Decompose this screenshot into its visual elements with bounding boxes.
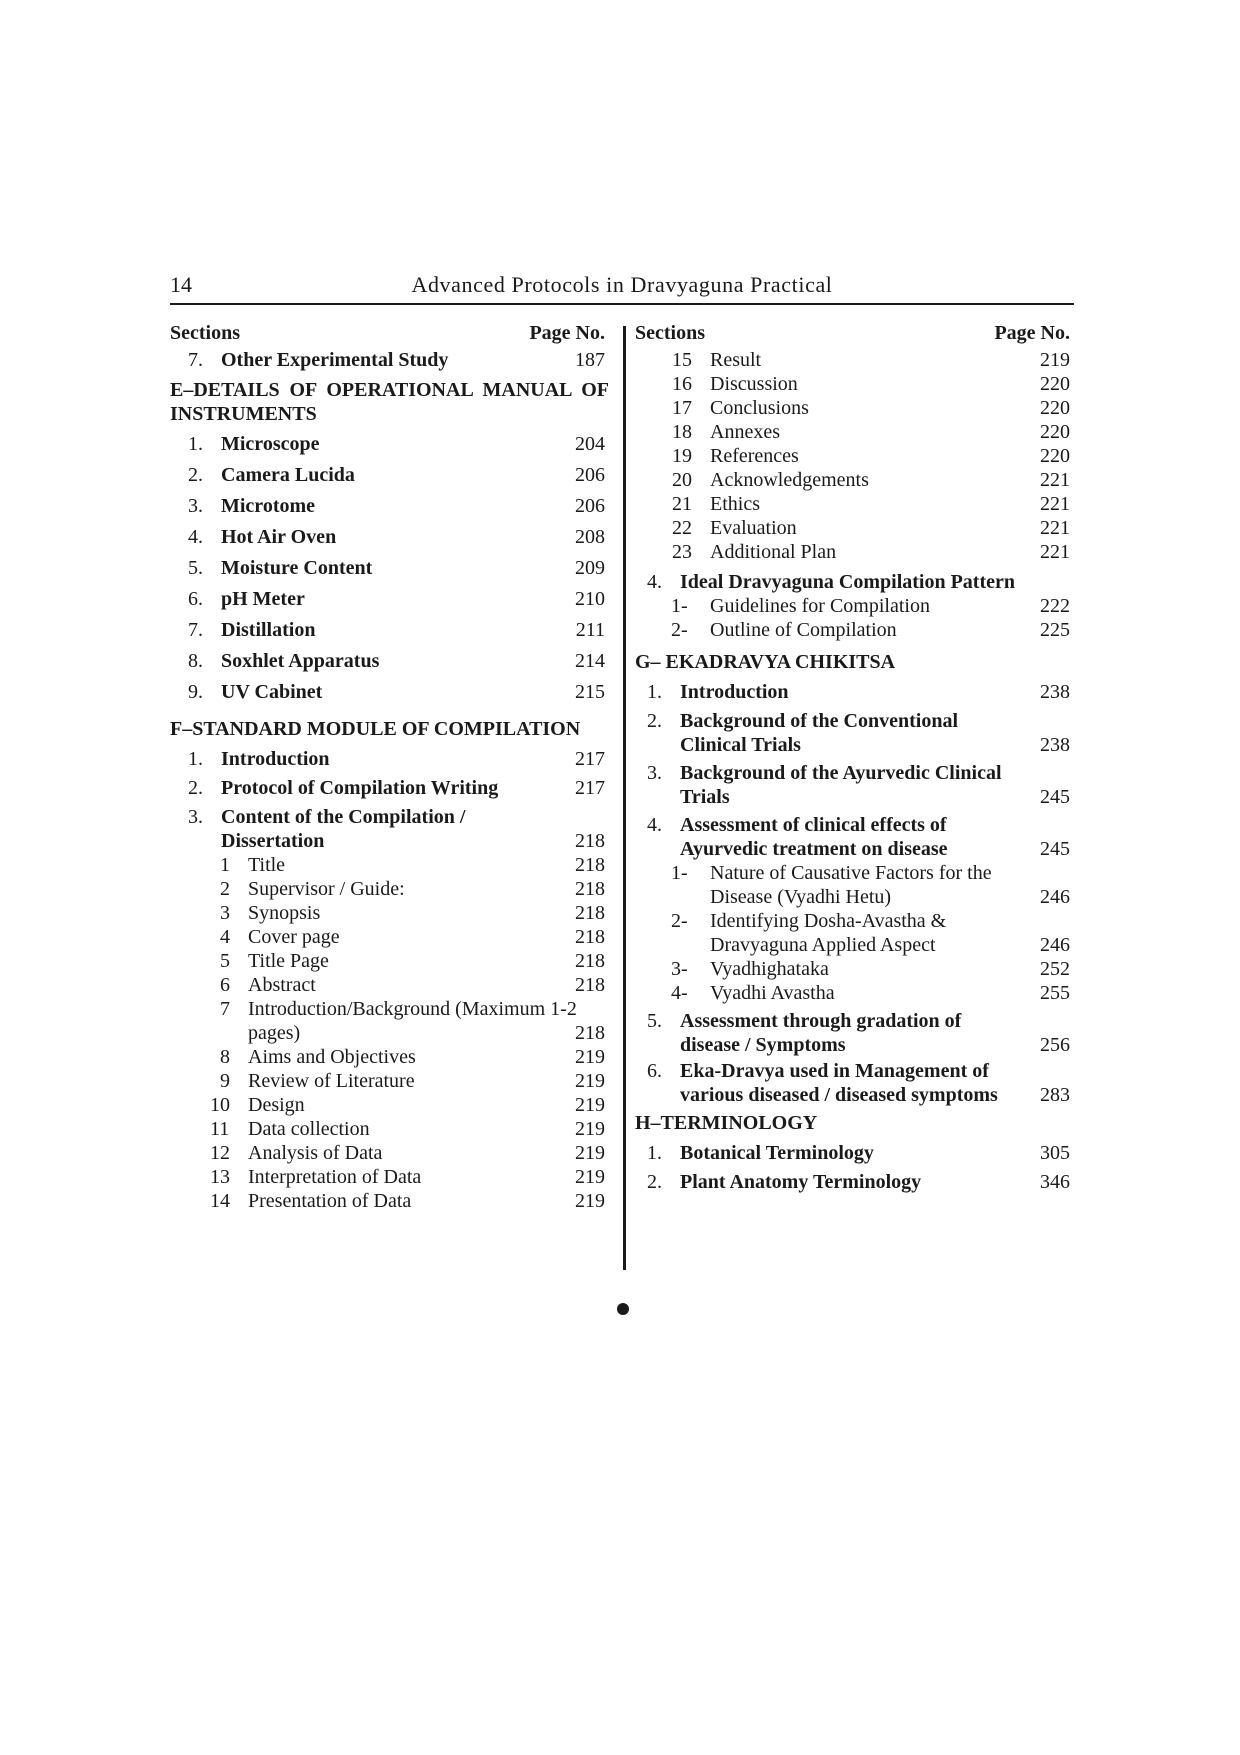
toc-entry[interactable]: 3. Background of the Ayurvedic Clinical Trials 245	[647, 762, 1070, 808]
end-bullet	[617, 1303, 629, 1315]
toc-entry[interactable]: 1. Botanical Terminology 305	[647, 1142, 1070, 1164]
sections-label: Sections	[170, 322, 240, 344]
toc-subentry[interactable]: 12 Analysis of Data 219	[210, 1142, 605, 1164]
toc-subentry[interactable]: 3- Vyadhighataka 252	[671, 958, 1070, 980]
toc-entry[interactable]: 5. Assessment through gradation of disease / Symptoms 256	[647, 1010, 1070, 1056]
toc-subentry[interactable]: 3 Synopsis 218	[220, 902, 605, 924]
toc-subentry[interactable]: 2- Identifying Dosha-Avastha & Dravyaguna Applied Aspect 246	[671, 910, 1070, 956]
toc-subentry[interactable]: 21 Ethics 221	[672, 493, 1070, 515]
running-header	[170, 272, 1074, 302]
toc-entry[interactable]: 2. Protocol of Compilation Writing 217	[188, 777, 605, 799]
toc-subentry[interactable]: 5 Title Page 218	[220, 950, 605, 972]
page-no-label: Page No.	[994, 322, 1070, 344]
column-divider	[623, 326, 626, 1270]
toc-subentry[interactable]: 8 Aims and Objectives 219	[220, 1046, 605, 1068]
toc-subentry[interactable]: 13 Interpretation of Data 219	[210, 1166, 605, 1188]
toc-subentry[interactable]: 22 Evaluation 221	[672, 517, 1070, 539]
toc-entry[interactable]: 1. Introduction 238	[647, 681, 1070, 703]
toc-subentry[interactable]: 17 Conclusions 220	[672, 397, 1070, 419]
toc-subentry[interactable]: 2 Supervisor / Guide: 218	[220, 878, 605, 900]
toc-entry[interactable]: 8. Soxhlet Apparatus 214	[188, 650, 605, 672]
toc-entry[interactable]: 1. Introduction 217	[188, 748, 605, 770]
section-heading: H–TERMINOLOGY	[635, 1112, 818, 1134]
toc-subentry[interactable]: 14 Presentation of Data 219	[210, 1190, 605, 1212]
toc-subentry[interactable]: 1- Guidelines for Compilation 222	[671, 595, 1070, 617]
toc-entry[interactable]: 4. Assessment of clinical effects of Ayurvedic treatment on disease 245	[647, 814, 1070, 860]
toc-column-left	[170, 318, 609, 1213]
toc-subentry[interactable]: 2- Outline of Compilation 225	[671, 619, 1070, 641]
page-number: 14	[170, 272, 192, 297]
toc-entry[interactable]: 2. Camera Lucida 206	[188, 464, 605, 486]
toc-entry[interactable]: 7. Other Experimental Study 187	[188, 349, 605, 371]
sections-label: Sections	[635, 322, 705, 344]
toc-entry[interactable]: 6. pH Meter 210	[188, 588, 605, 610]
column-header	[635, 318, 1074, 348]
toc-entry[interactable]: 5. Moisture Content 209	[188, 557, 605, 579]
book-title: Advanced Protocols in Dravyaguna Practical	[411, 272, 833, 297]
page-no-label: Page No.	[529, 322, 605, 344]
toc-entry[interactable]: 6. Eka-Dravya used in Management of various diseased / diseased symptoms 283	[647, 1060, 1070, 1106]
toc-entry[interactable]: 4. Ideal Dravyaguna Compilation Pattern	[647, 571, 1015, 593]
toc-subentry[interactable]: 11 Data collection 219	[210, 1118, 605, 1140]
toc-entry[interactable]: 9. UV Cabinet 215	[188, 681, 605, 703]
section-heading: E–DETAILS OF OPERATIONAL MANUAL OF INSTRUMENTS	[170, 379, 609, 425]
toc-subentry[interactable]: 18 Annexes 220	[672, 421, 1070, 443]
toc-entry[interactable]: 3. Content of the Compilation / Dissertation 218	[188, 806, 605, 852]
toc-subentry[interactable]: 9 Review of Literature 219	[220, 1070, 605, 1092]
header-rule	[170, 303, 1074, 305]
toc-subentry[interactable]: 7 Introduction/Background (Maximum 1-2 pages) 218	[220, 998, 605, 1044]
toc-subentry[interactable]: 23 Additional Plan 221	[672, 541, 1070, 563]
toc-entry[interactable]: 4. Hot Air Oven 208	[188, 526, 605, 548]
toc-subentry[interactable]: 16 Discussion 220	[672, 373, 1070, 395]
toc-column-right	[635, 318, 1074, 1199]
toc-subentry[interactable]: 1- Nature of Causative Factors for the Disease (Vyadhi Hetu) 246	[671, 862, 1070, 908]
toc-entry[interactable]: 2. Plant Anatomy Terminology 346	[647, 1171, 1070, 1193]
toc-subentry[interactable]: 1 Title 218	[220, 854, 605, 876]
column-header	[170, 318, 609, 348]
toc-entry[interactable]: 1. Microscope 204	[188, 433, 605, 455]
section-heading: F–STANDARD MODULE OF COMPILATION	[170, 718, 581, 740]
toc-subentry[interactable]: 19 References 220	[672, 445, 1070, 467]
toc-entry[interactable]: 3. Microtome 206	[188, 495, 605, 517]
toc-subentry[interactable]: 4 Cover page 218	[220, 926, 605, 948]
toc-subentry[interactable]: 6 Abstract 218	[220, 974, 605, 996]
toc-entry[interactable]: 7. Distillation 211	[188, 619, 605, 641]
section-heading: G– EKADRAVYA CHIKITSA	[635, 651, 896, 673]
toc-subentry[interactable]: 15 Result 219	[672, 349, 1070, 371]
toc-subentry[interactable]: 20 Acknowledgements 221	[672, 469, 1070, 491]
toc-subentry[interactable]: 10 Design 219	[210, 1094, 605, 1116]
toc-subentry[interactable]: 4- Vyadhi Avastha 255	[671, 982, 1070, 1004]
toc-entry[interactable]: 2. Background of the Conventional Clinical Trials 238	[647, 710, 1070, 756]
